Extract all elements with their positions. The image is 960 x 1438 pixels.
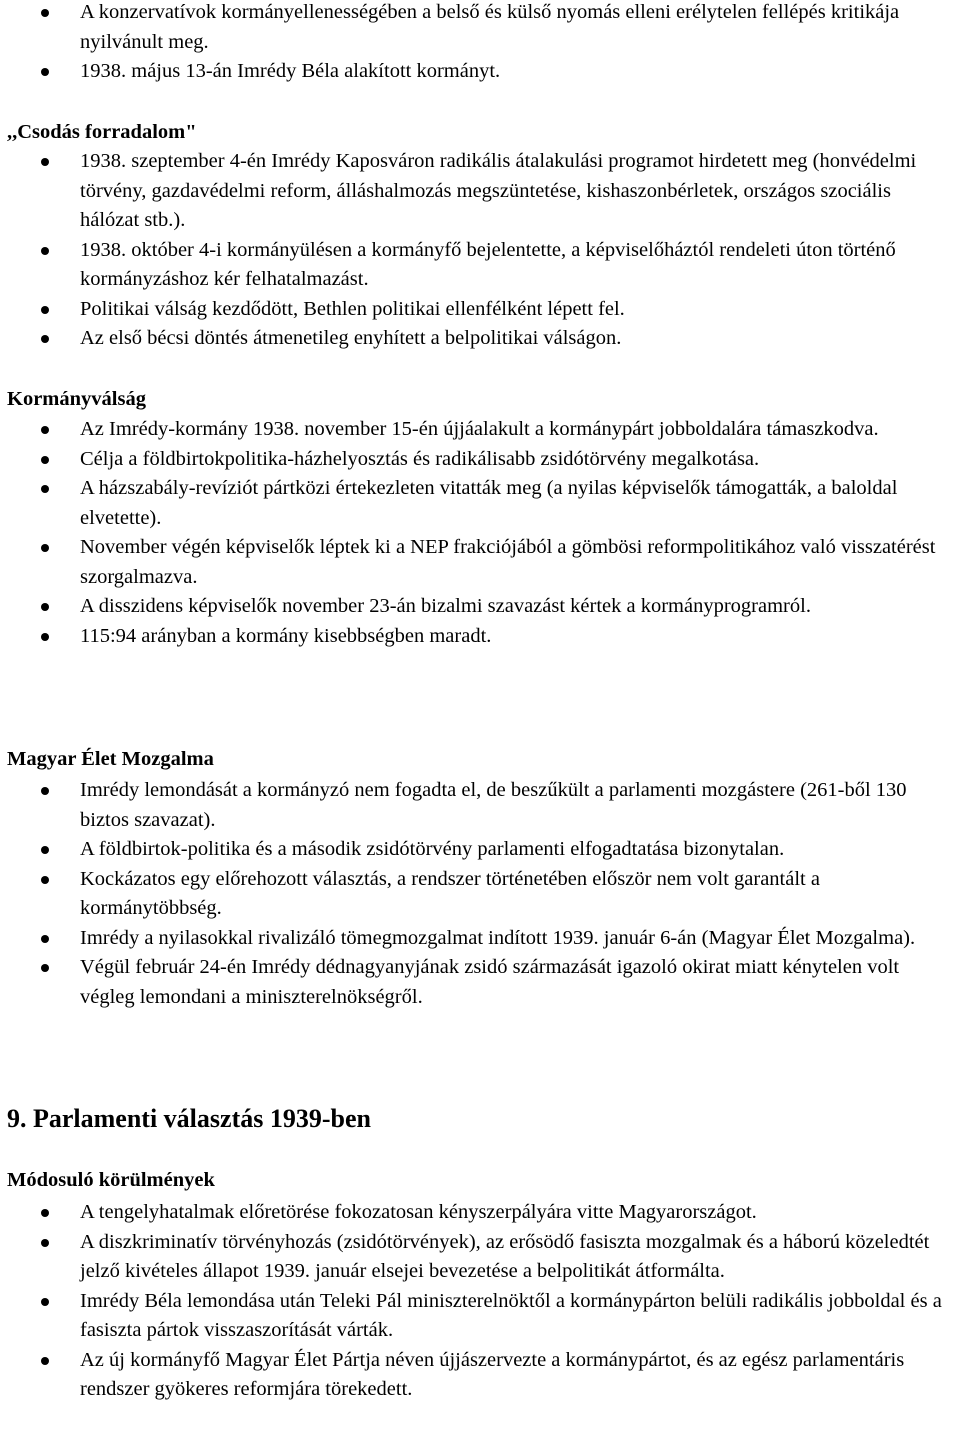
chapter-title: 9. Parlamenti választás 1939-ben xyxy=(7,1104,371,1133)
list-item: Az új kormányfő Magyar Élet Pártja néven újjászervezte a kormánypártot, és az egész parlamentáris rendszer gyökeres reformjára törekedett. xyxy=(0,1346,960,1405)
bullet-list-csodas-forradalom xyxy=(0,147,960,354)
list-item: Az Imrédy-kormány 1938. november 15-én újjáalakult a kormánypárt jobboldalára támaszkodva. xyxy=(0,415,960,445)
section-heading-csodas-forradalom: ,,Csodás forradalom" xyxy=(7,121,197,143)
list-item: A tengelyhatalmak előretörése fokozatosan kényszerpályára vitte Magyarországot. xyxy=(0,1198,960,1228)
list-item: Imrédy lemondását a kormányzó nem fogadta el, de beszűkült a parlamenti mozgástere (261-ből 130 biztos szavazat). xyxy=(0,776,960,835)
list-item: A konzervatívok kormányellenességében a belső és külső nyomás elleni erélytelen fellépés kritikája nyilvánult meg. xyxy=(0,0,960,57)
section-heading-kormanyvalsag: Kormányválság xyxy=(7,388,146,410)
list-item: 1938. október 4-i kormányülésen a kormányfő bejelentette, a képviselőháztól rendeleti úton történő kormányzáshoz kér felhatalmazást. xyxy=(0,236,960,295)
list-item: Imrédy a nyilasokkal rivalizáló tömegmozgalmat indított 1939. január 6-án (Magyar Élet Mozgalma). xyxy=(0,924,960,954)
list-item: Végül február 24-én Imrédy dédnagyanyjának zsidó származását igazoló okirat miatt kénytelen volt végleg lemondani a miniszterelnökségről. xyxy=(0,953,960,1012)
list-item: 1938. május 13-án Imrédy Béla alakított kormányt. xyxy=(0,57,960,87)
list-item: Az első bécsi döntés átmenetileg enyhített a belpolitikai válságon. xyxy=(0,324,960,354)
list-item: Imrédy Béla lemondása után Teleki Pál miniszterelnöktől a kormánypárton belüli radikális jobboldal és a fasiszta pártok visszaszorítását várták. xyxy=(0,1287,960,1346)
list-item: 1938. szeptember 4-én Imrédy Kaposváron radikális átalakulási programot hirdetett meg (honvédelmi törvény, gazdavédelmi reform, álláshalmozás megszüntetése, kishaszonbérletek, országos szociális hálózat stb.). xyxy=(0,147,960,236)
list-item: 115:94 arányban a kormány kisebbségben maradt. xyxy=(0,622,960,652)
list-item: A disszidens képviselők november 23-án bizalmi szavazást kértek a kormányprogramról. xyxy=(0,592,960,622)
list-item: A házszabály-revíziót pártközi értekezleten vitatták meg (a nyilas képviselők támogatták, a baloldal elvetette). xyxy=(0,474,960,533)
section-heading-magyar-elet-mozgalma: Magyar Élet Mozgalma xyxy=(7,748,214,770)
list-item: A diszkriminatív törvényhozás (zsidótörvények), az erősödő fasiszta mozgalmak és a háború közeledtét jelző kivételes állapot 1939. január elsejei bevezetése a belpolitikát átformálta. xyxy=(0,1228,960,1287)
bullet-list-magyar-elet-mozgalma xyxy=(0,776,960,1012)
section-heading-modosulo-korulmenyek: Módosuló körülmények xyxy=(7,1169,215,1191)
list-item: A földbirtok-politika és a második zsidótörvény parlamenti elfogadtatása bizonytalan. xyxy=(0,835,960,865)
bullet-list-top xyxy=(0,0,960,87)
list-item: Célja a földbirtokpolitika-házhelyosztás és radikálisabb zsidótörvény megalkotása. xyxy=(0,445,960,475)
bullet-list-modosulo-korulmenyek xyxy=(0,1198,960,1405)
list-item: Politikai válság kezdődött, Bethlen politikai ellenfélként lépett fel. xyxy=(0,295,960,325)
bullet-list-kormanyvalsag xyxy=(0,415,960,651)
list-item: November végén képviselők léptek ki a NEP frakciójából a gömbösi reformpolitikához való visszatérést szorgalmazva. xyxy=(0,533,960,592)
list-item: Kockázatos egy előrehozott választás, a rendszer történetében először nem volt garantált a kormánytöbbség. xyxy=(0,865,960,924)
